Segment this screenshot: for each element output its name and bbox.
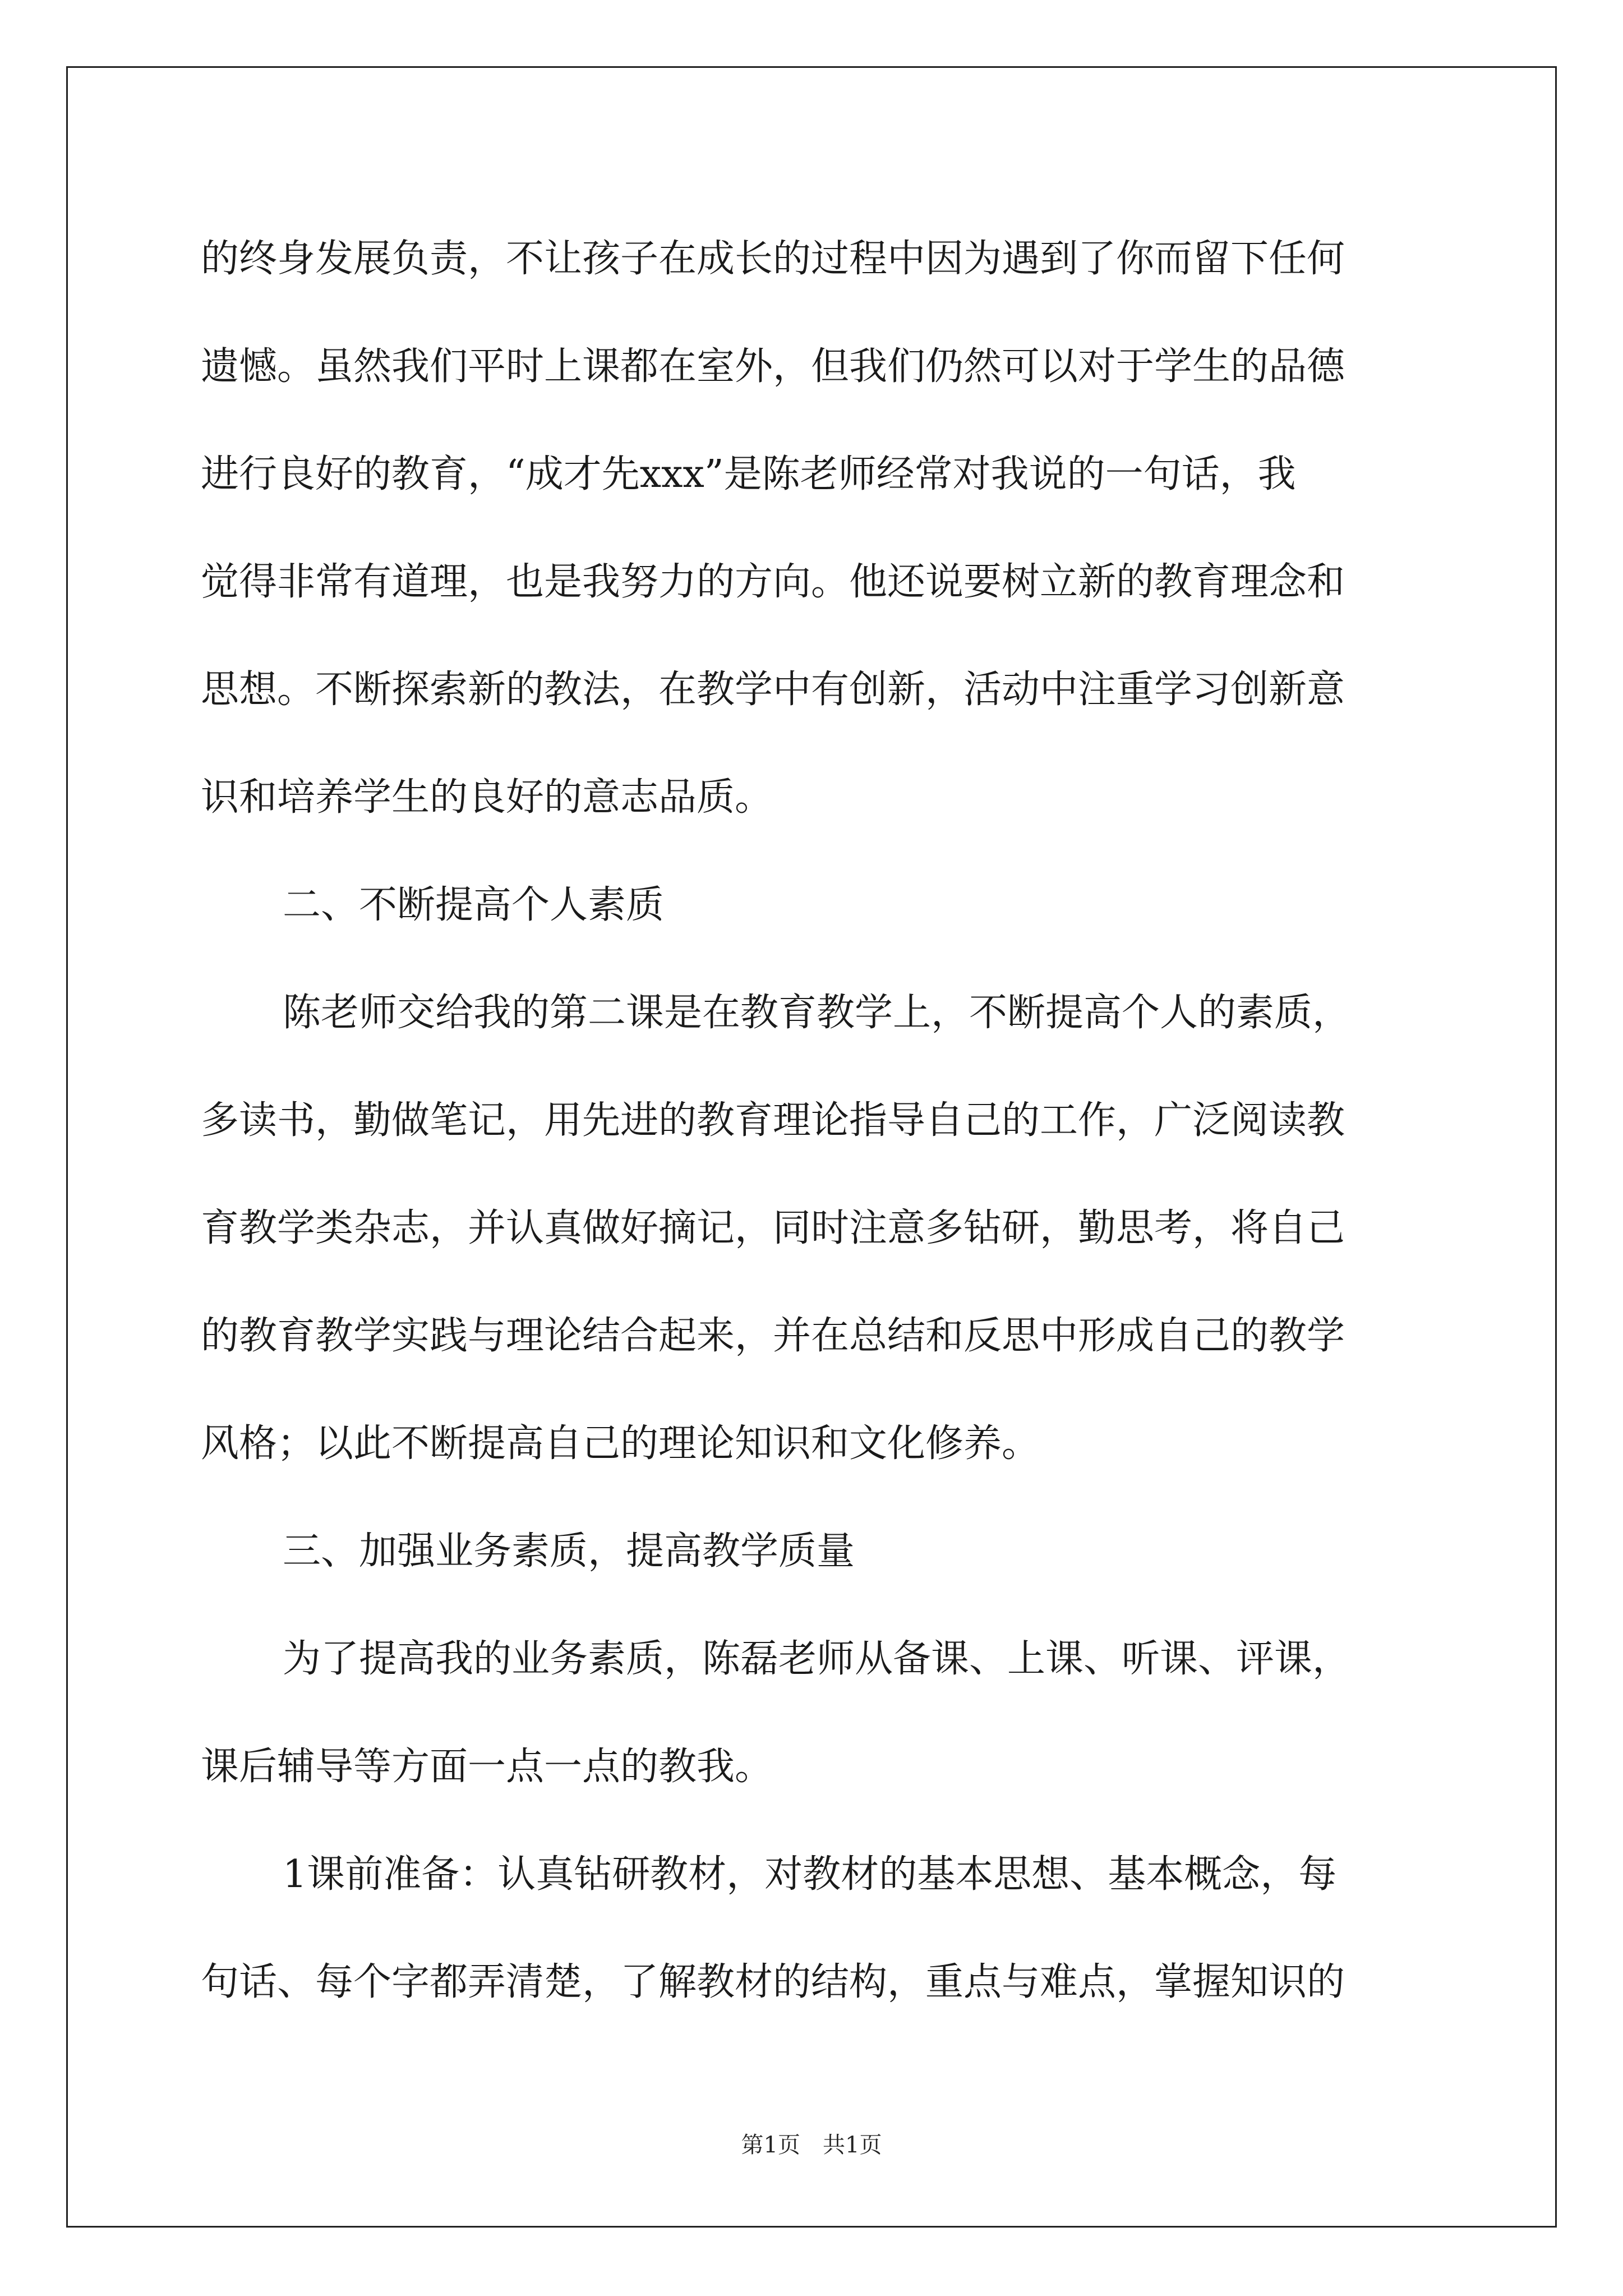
text-line-9: 多读书，勤做笔记，用先进的教育理论指导自己的工作，广泛阅读教	[201, 1098, 1345, 1143]
text-line-4: 觉得非常有道理，也是我努力的方向。他还说要树立新的教育理念和	[201, 560, 1345, 604]
section-heading-2: 二、不断提高个人素质	[283, 883, 665, 927]
text-line-16: 1课前准备：认真钻研教材，对教材的基本思想、基本概念，每	[283, 1852, 1337, 1897]
text-line-17: 句话、每个字都弄清楚，了解教材的结构，重点与难点，掌握知识的	[201, 1960, 1345, 2004]
page-number: 第1页	[741, 2132, 800, 2158]
page-footer	[0, 2127, 1623, 2159]
text-line-1: 的终身发展负责，不让孩子在成长的过程中因为遇到了你而留下任何	[201, 237, 1345, 281]
page-total: 共1页	[823, 2132, 882, 2158]
text-line-12: 风格；以此不断提高自己的理论知识和文化修养。	[201, 1421, 1040, 1466]
text-line-8: 陈老师交给我的第二课是在教育教学上，不断提高个人的素质，	[283, 991, 1351, 1035]
text-line-14: 为了提高我的业务素质，陈磊老师从备课、上课、听课、评课，	[283, 1637, 1351, 1681]
document-body	[201, 205, 1432, 2036]
text-line-5: 思想。不断探索新的教法，在教学中有创新，活动中注重学习创新意	[201, 668, 1345, 712]
section-heading-3: 三、加强业务素质，提高教学质量	[283, 1529, 855, 1573]
text-line-6: 识和培养学生的良好的意志品质。	[201, 775, 773, 820]
text-line-15: 课后辅导等方面一点一点的教我。	[201, 1745, 773, 1789]
text-line-11: 的教育教学实践与理论结合起来，并在总结和反思中形成自己的教学	[201, 1314, 1345, 1358]
text-line-10: 育教学类杂志，并认真做好摘记，同时注意多钻研，勤思考，将自己	[201, 1206, 1345, 1250]
text-line-3: 进行良好的教育，“成才先xxx”是陈老师经常对我说的一句话，我	[201, 452, 1296, 496]
text-line-2: 遗憾。虽然我们平时上课都在室外，但我们仍然可以对于学生的品德	[201, 344, 1345, 389]
